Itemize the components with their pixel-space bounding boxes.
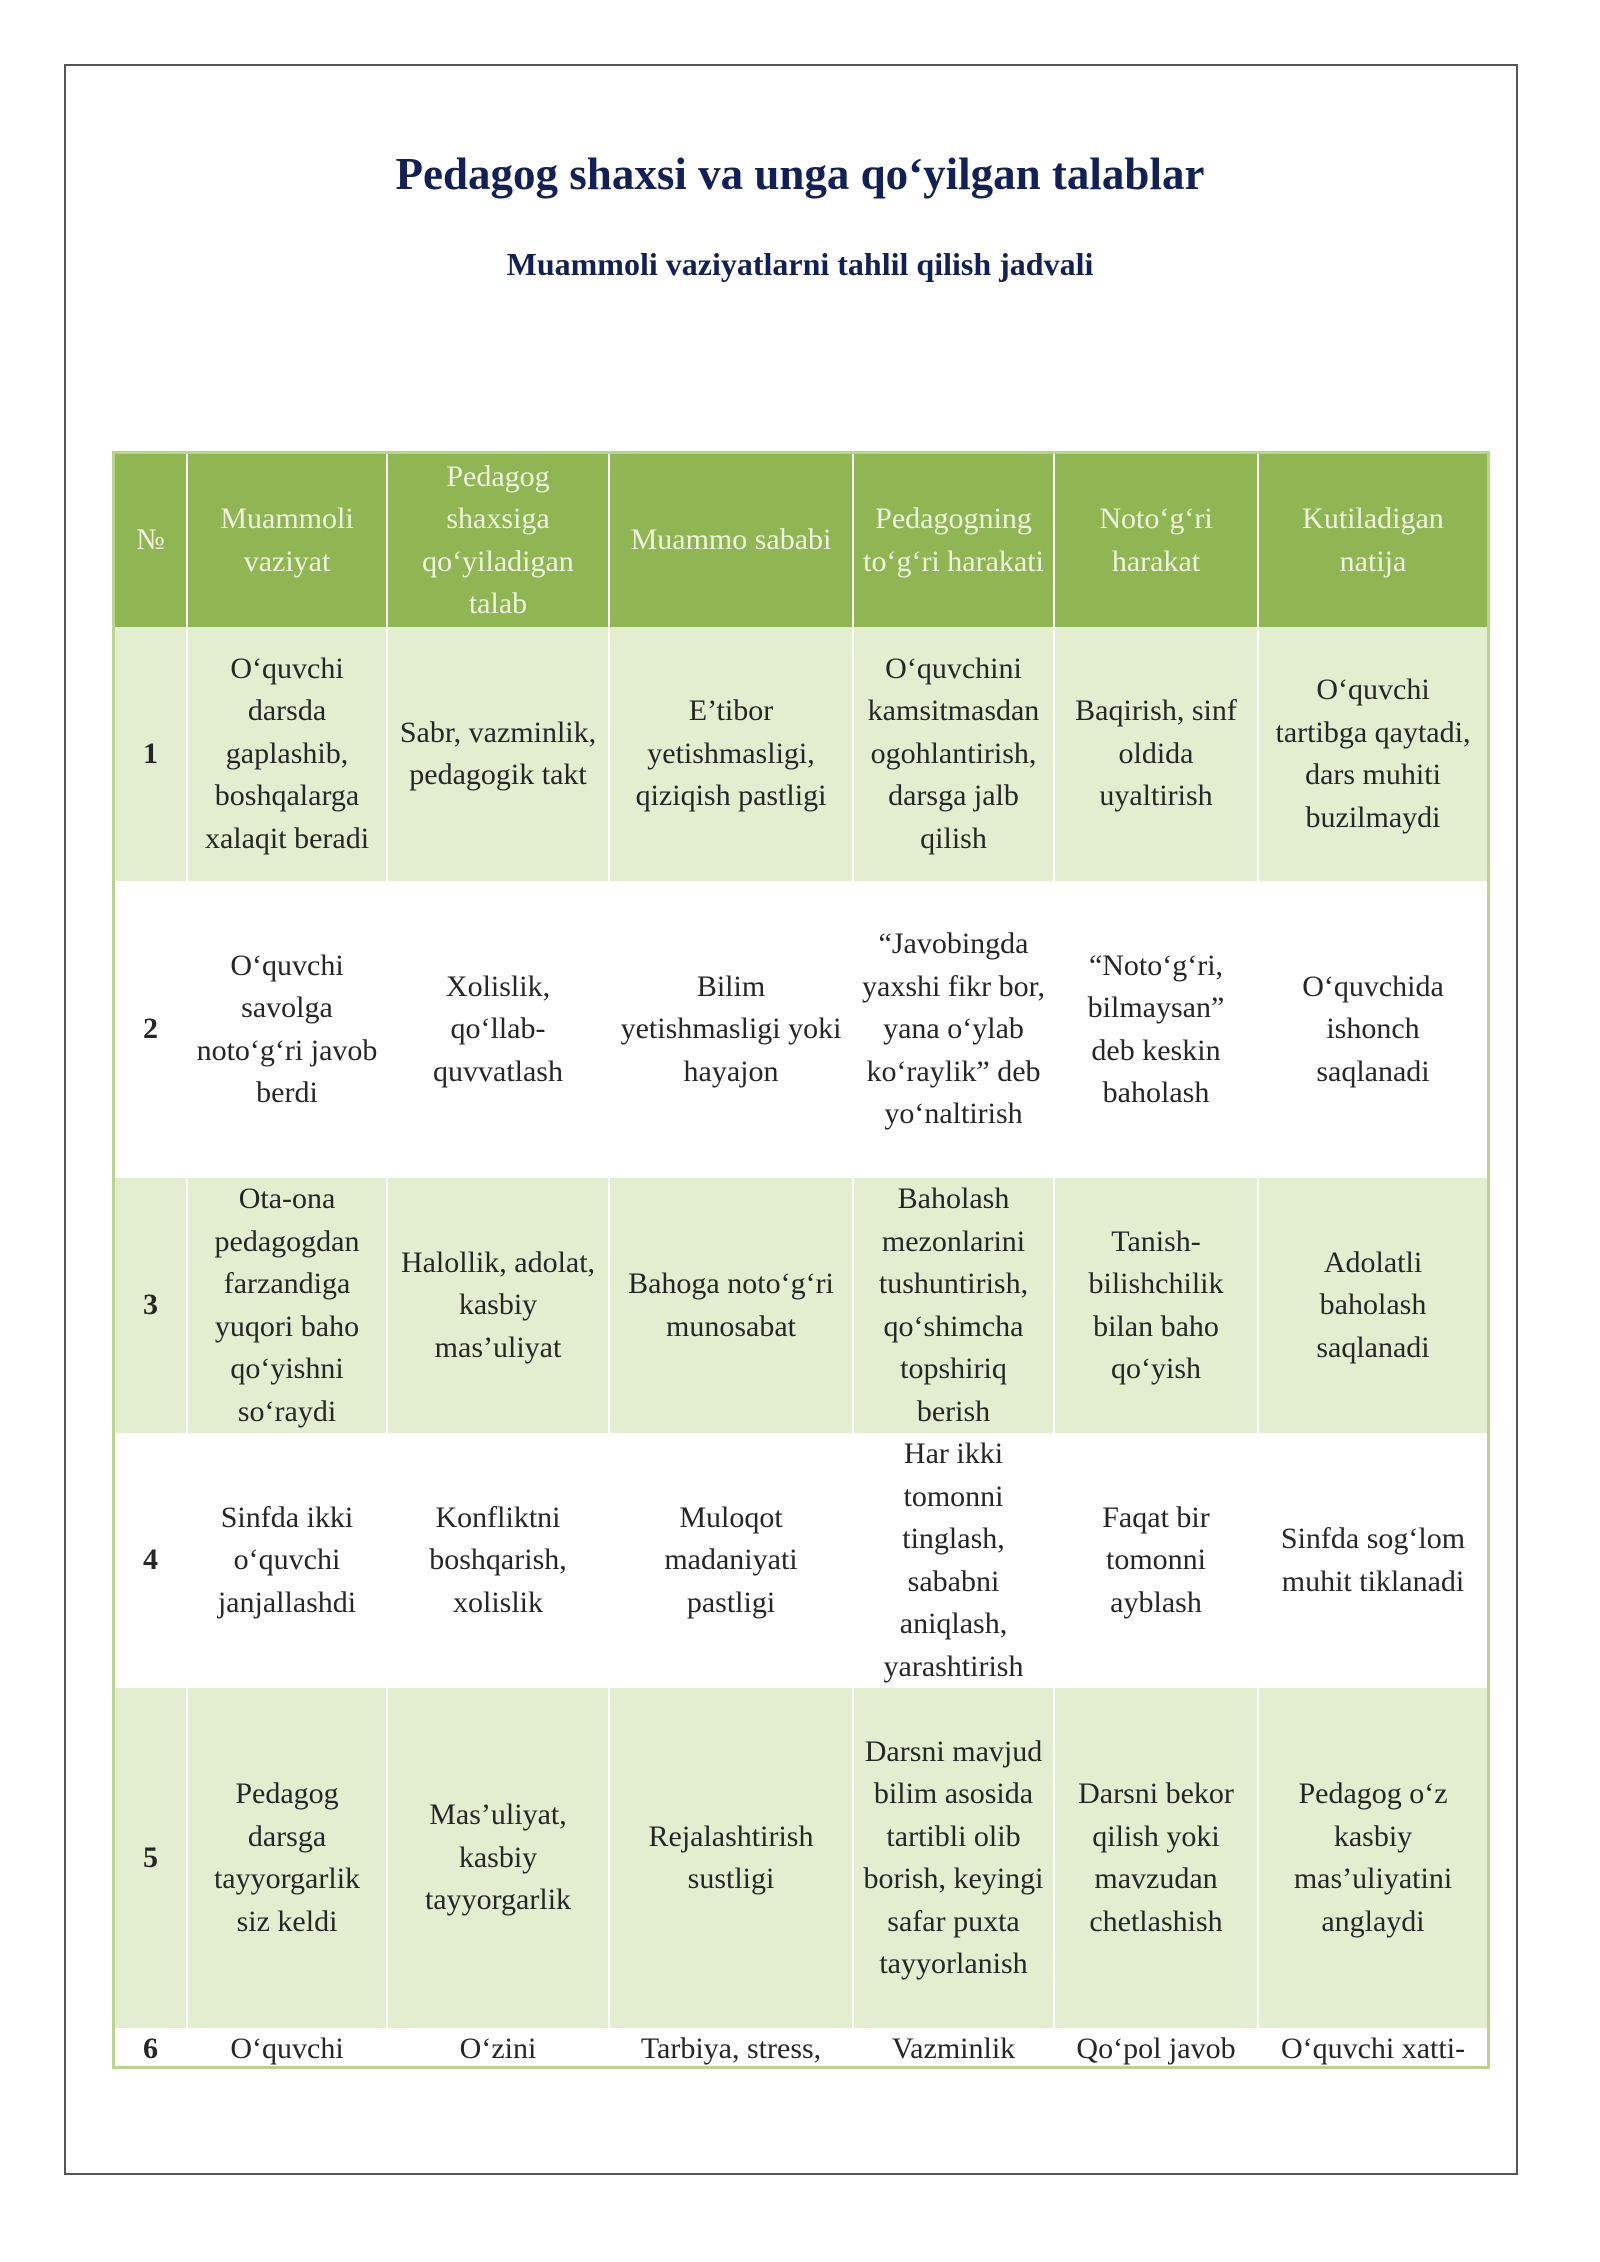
cell-correct-action: Har ikki tomonni tinglash, sababni aniqlash, yarashtirish — [853, 1433, 1054, 1688]
table-header-row — [115, 454, 1487, 627]
situations-table-wrapper — [112, 451, 1490, 2069]
row-number: 1 — [115, 627, 187, 881]
cell-expected-result: O‘quvchi tartibga qaytadi, dars muhiti buzilmaydi — [1258, 627, 1487, 881]
cell-wrong-action: Darsni bekor qilish yoki mavzudan chetlashish — [1054, 1688, 1258, 2028]
cell-cause: Bilim yetishmasligi yoki hayajon — [609, 881, 853, 1178]
table-row — [115, 627, 1487, 881]
cell-cause: Tarbiya, stress, — [609, 2028, 853, 2069]
cell-problem-situation: Sinfda ikki o‘quvchi janjallashdi — [187, 1433, 387, 1688]
cell-requirement: Xolislik, qo‘llab-quvvatlash — [387, 881, 609, 1178]
row-number: 5 — [115, 1688, 187, 2028]
cell-correct-action: Vazminlik — [853, 2028, 1054, 2069]
cell-problem-situation: O‘quvchi savolga noto‘g‘ri javob berdi — [187, 881, 387, 1178]
table-row — [115, 881, 1487, 1178]
cell-wrong-action: Baqirish, sinf oldida uyaltirish — [1054, 627, 1258, 881]
cell-correct-action: O‘quvchini kamsitmasdan ogohlantirish, darsga jalb qilish — [853, 627, 1054, 881]
cell-requirement: Konfliktni boshqarish, xolislik — [387, 1433, 609, 1688]
cell-problem-situation: O‘quvchi darsda gaplashib, boshqalarga xalaqit beradi — [187, 627, 387, 881]
cell-expected-result: O‘quvchi xatti- — [1258, 2028, 1487, 2069]
row-number: 3 — [115, 1178, 187, 1433]
cell-expected-result: Sinfda sog‘lom muhit tiklanadi — [1258, 1433, 1487, 1688]
cell-problem-situation: O‘quvchi — [187, 2028, 387, 2069]
cell-wrong-action: Qo‘pol javob — [1054, 2028, 1258, 2069]
cell-expected-result: Adolatli baholash saqlanadi — [1258, 1178, 1487, 1433]
table-row — [115, 1688, 1487, 2028]
row-number: 6 — [115, 2028, 187, 2069]
cell-wrong-action: Tanish-bilishchilik bilan baho qo‘yish — [1054, 1178, 1258, 1433]
cell-correct-action: “Javobingda yaxshi fikr bor, yana o‘ylab ko‘raylik” deb yo‘naltirish — [853, 881, 1054, 1178]
header-requirement: Pedagog shaxsiga qo‘yiladigan talab — [387, 454, 609, 627]
header-correct-action: Pedagogning to‘g‘ri harakati — [853, 454, 1054, 627]
cell-cause: Muloqot madaniyati pastligi — [609, 1433, 853, 1688]
cell-problem-situation: Pedagog darsga tayyorgarlik siz keldi — [187, 1688, 387, 2028]
row-number: 2 — [115, 881, 187, 1178]
cell-correct-action: Baholash mezonlarini tushuntirish, qo‘shimcha topshiriq berish — [853, 1178, 1054, 1433]
situations-table — [115, 454, 1487, 2069]
header-cause: Muammo sababi — [609, 454, 853, 627]
cell-cause: Bahoga noto‘g‘ri munosabat — [609, 1178, 853, 1433]
cell-cause: Rejalashtirish sustligi — [609, 1688, 853, 2028]
table-row — [115, 1178, 1487, 1433]
cell-wrong-action: Faqat bir tomonni ayblash — [1054, 1433, 1258, 1688]
cell-expected-result: O‘quvchida ishonch saqlanadi — [1258, 881, 1487, 1178]
cell-requirement: Mas’uliyat, kasbiy tayyorgarlik — [387, 1688, 609, 2028]
cell-cause: E’tibor yetishmasligi, qiziqish pastligi — [609, 627, 853, 881]
header-problem-situation: Muammoli vaziyat — [187, 454, 387, 627]
header-expected-result: Kutiladigan natija — [1258, 454, 1487, 627]
cell-correct-action: Darsni mavjud bilim asosida tartibli olib borish, keyingi safar puxta tayyorlanish — [853, 1688, 1054, 2028]
table-row — [115, 2028, 1487, 2069]
cell-requirement: O‘zini — [387, 2028, 609, 2069]
document-title: Pedagog shaxsi va unga qo‘yilgan talablar — [395, 149, 1205, 199]
header-number: № — [115, 454, 187, 627]
cell-problem-situation: Ota-ona pedagogdan farzandiga yuqori baho qo‘yishni so‘raydi — [187, 1178, 387, 1433]
table-row — [115, 1433, 1487, 1688]
header-wrong-action: Noto‘g‘ri harakat — [1054, 454, 1258, 627]
row-number: 4 — [115, 1433, 187, 1688]
cell-expected-result: Pedagog o‘z kasbiy mas’uliyatini anglaydi — [1258, 1688, 1487, 2028]
cell-requirement: Halollik, adolat, kasbiy mas’uliyat — [387, 1178, 609, 1433]
cell-requirement: Sabr, vazminlik, pedagogik takt — [387, 627, 609, 881]
document-subtitle: Muammoli vaziyatlarni tahlil qilish jadvali — [506, 246, 1094, 282]
cell-wrong-action: “Noto‘g‘ri, bilmaysan” deb keskin baholash — [1054, 881, 1258, 1178]
